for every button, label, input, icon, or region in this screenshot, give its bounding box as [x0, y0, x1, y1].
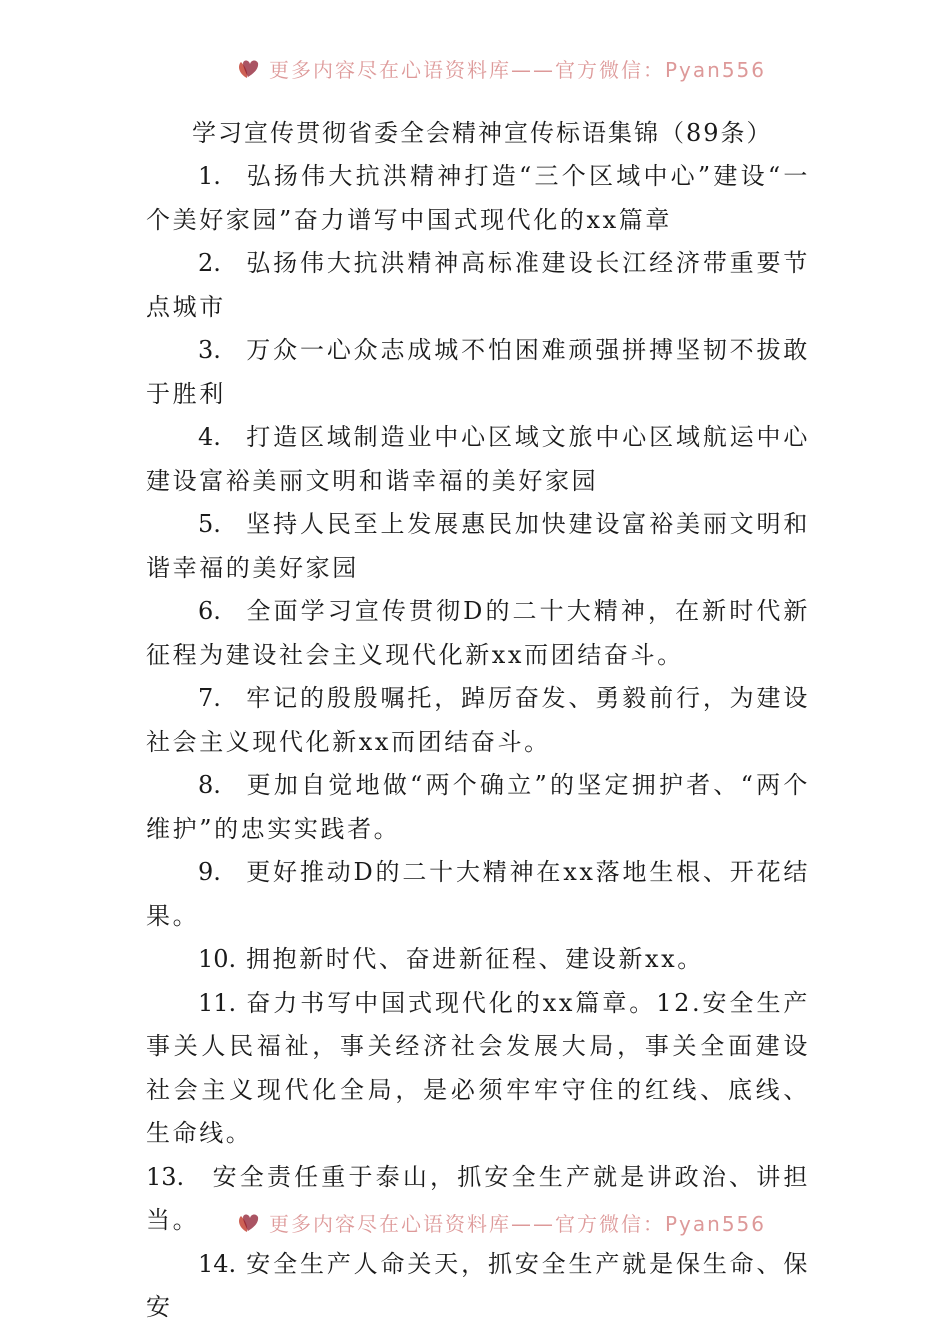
watermark-text: 更多内容尽在心语资料库——官方微信：Pyan556	[269, 1211, 767, 1236]
list-item	[146, 155, 810, 242]
item-text: 奋力书写中国式现代化的xx篇章。12.安全生产事关人民福祉，事关经济社会发展大局，事关全面建设社会主义现代化全局，是必须牢牢守住的红线、底线、生命线。	[146, 988, 810, 1147]
item-number: 11.	[198, 988, 237, 1017]
list-item	[146, 416, 810, 503]
item-number: 10.	[198, 945, 237, 973]
item-number: 7.	[198, 684, 221, 712]
item-text: 打造区域制造业中心区域文旅中心区域航运中心建设富裕美丽文明和谐幸福的美好家园	[146, 423, 810, 495]
document-body	[146, 112, 810, 1330]
item-number: 5.	[198, 510, 221, 538]
list-item	[146, 851, 810, 938]
list-item	[146, 982, 810, 1156]
list-item	[146, 677, 810, 764]
list-item	[146, 1243, 810, 1330]
item-text: 坚持人民至上发展惠民加快建设富裕美丽文明和谐幸福的美好家园	[146, 510, 810, 582]
item-text: 弘扬伟大抗洪精神打造“三个区域中心”建设“一个美好家园”奋力谱写中国式现代化的xx篇章	[146, 162, 810, 234]
item-text: 弘扬伟大抗洪精神高标准建设长江经济带重要节点城市	[146, 249, 810, 321]
item-number: 1.	[198, 162, 221, 190]
item-text: 牢记的殷殷嘱托，踔厉奋发、勇毅前行，为建设社会主义现代化新xx而团结奋斗。	[146, 684, 810, 756]
item-text: 拥抱新时代、奋进新征程、建设新xx。	[246, 945, 704, 973]
watermark-banner-bottom	[235, 1206, 766, 1238]
item-number: 8.	[198, 771, 221, 799]
item-number: 14.	[198, 1249, 237, 1278]
item-text: 更好推动D的二十大精神在xx落地生根、开花结果。	[146, 858, 810, 930]
item-number: 9.	[198, 858, 221, 886]
item-number: 2.	[198, 249, 221, 277]
list-item	[146, 938, 810, 982]
item-text: 万众一心众志成城不怕困难顽强拼搏坚韧不拔敢于胜利	[146, 336, 810, 408]
document-title: 学习宣传贯彻省委全会精神宣传标语集锦（89条）	[192, 119, 773, 147]
item-text: 更加自觉地做“两个确立”的坚定拥护者、“两个维护”的忠实实践者。	[146, 771, 810, 843]
watermark-banner-top	[235, 52, 766, 84]
heart-leaf-logo-icon	[235, 54, 263, 82]
list-item	[146, 242, 810, 329]
watermark-text: 更多内容尽在心语资料库——官方微信：Pyan556	[269, 57, 767, 82]
item-number: 13.	[146, 1162, 185, 1191]
item-number: 6.	[198, 597, 221, 625]
item-number: 3.	[198, 336, 221, 364]
list-item	[146, 329, 810, 416]
list-item	[146, 590, 810, 677]
list-item	[146, 764, 810, 851]
item-text: 安全生产人命关天，抓安全生产就是保生命、保安	[146, 1249, 810, 1321]
list-item	[146, 503, 810, 590]
heart-leaf-logo-icon	[235, 1208, 263, 1236]
item-number: 4.	[198, 423, 221, 451]
item-text: 全面学习宣传贯彻D的二十大精神，在新时代新征程为建设社会主义现代化新xx而团结奋斗。	[146, 597, 810, 669]
item-text: 安全责任重于泰山，抓安全生产就是讲政治、讲担当。	[146, 1162, 810, 1234]
